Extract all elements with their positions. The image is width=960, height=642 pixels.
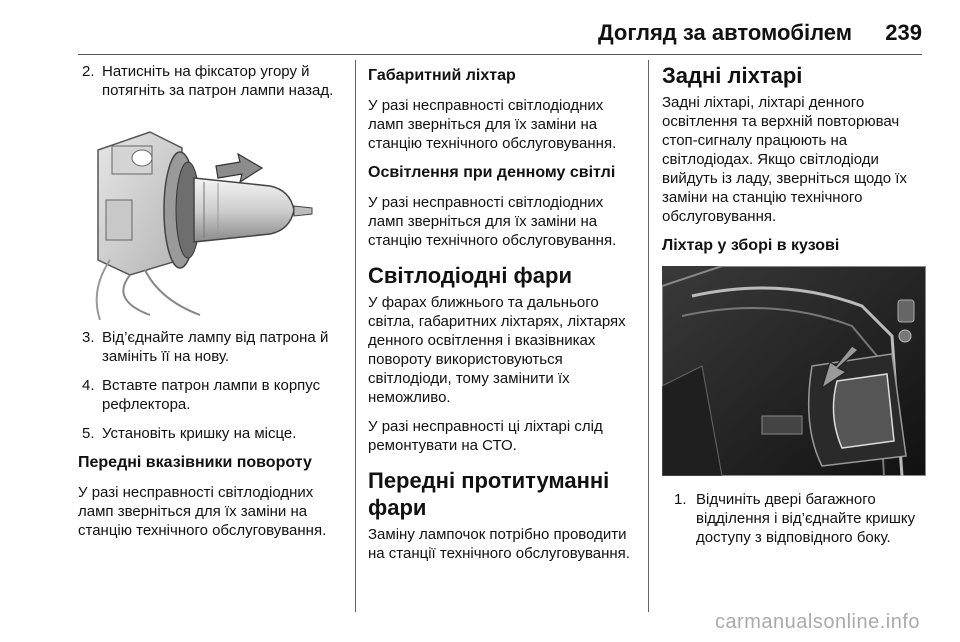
step-4 bbox=[78, 376, 350, 414]
drl-heading: Освітлення при денному світлі bbox=[368, 164, 616, 181]
fog-lights-text: Заміну лампочок потрібно проводити на станції технічного обслуговування. bbox=[368, 526, 630, 562]
body-lamp-heading: Ліхтар у зборі в кузові bbox=[662, 237, 840, 254]
rear-lights-heading: Задні ліхтарі bbox=[662, 63, 803, 88]
step-5-number: 5. bbox=[82, 425, 95, 442]
column-3 bbox=[662, 62, 934, 557]
front-indicators-heading: Передні вказівники повороту bbox=[78, 454, 312, 471]
watermark: carmanualsonline.info bbox=[714, 611, 920, 633]
led-headlights-heading: Світлодіодні фари bbox=[368, 263, 572, 288]
step-1-text: Відчиніть двері багажного відділення і від’єднайте кришку доступу з відповідного боку. bbox=[696, 491, 916, 546]
bulb-holder-drawing bbox=[90, 110, 330, 320]
trunk-access-illustration bbox=[662, 266, 926, 476]
led-headlights-text: У фарах ближнього та дальнього світла, габаритних ліхтарях, ліхтарях денного освітлення і вказівниках повороту використовуються світлодіоди, тому замінити їх неможливо. bbox=[368, 294, 626, 406]
led-repair-text: У разі несправності ці ліхтарі слід ремонтувати на СТО. bbox=[368, 418, 603, 454]
step-4-text: Вставте патрон лампи в корпус рефлектора. bbox=[102, 377, 321, 413]
page-header bbox=[0, 0, 960, 56]
trunk-drawing bbox=[662, 266, 926, 476]
step-3-text: Від’єднайте лампу від патрона й замініть її на нову. bbox=[102, 329, 329, 365]
column-2 bbox=[368, 62, 634, 573]
step-5-text: Установіть кришку на місце. bbox=[102, 425, 297, 442]
page-title: Догляд за автомобілем bbox=[597, 20, 852, 45]
step-5 bbox=[78, 424, 350, 443]
column-divider-1 bbox=[355, 60, 356, 612]
rear-lights-text: Задні ліхтарі, ліхтарі денного освітлення та верхній повторювач стоп-сигналу працюють на світлодіодах. Якщо світлодіоди вийдуть із ладу, зверніться щодо їх заміни на станцію технічного обслуговування. bbox=[662, 94, 907, 225]
column-divider-2 bbox=[648, 60, 649, 612]
page-number: 239 bbox=[885, 20, 922, 45]
step-2-text: Натисніть на фіксатор угору й потягніть за патрон лампи назад. bbox=[102, 63, 334, 99]
fog-lights-heading: Передні протитуманні фари bbox=[368, 468, 610, 520]
drl-text: У разі несправності світлодіодних ламп зверніться для їх заміни на станцію технічного обслуговування. bbox=[368, 194, 617, 249]
step-4-number: 4. bbox=[82, 377, 95, 394]
step-1-number: 1. bbox=[674, 491, 687, 508]
front-indicators-text: У разі несправності світлодіодних ламп зверніться для їх заміни на станцію технічного обслуговування. bbox=[78, 484, 327, 539]
step-2-number: 2. bbox=[82, 63, 95, 80]
sidelight-heading: Габаритний ліхтар bbox=[368, 67, 516, 84]
bulb-holder-illustration bbox=[90, 110, 330, 320]
sidelight-text: У разі несправності світлодіодних ламп зверніться для їх заміни на станцію технічного обслуговування. bbox=[368, 97, 617, 152]
step-2 bbox=[78, 62, 350, 100]
step-1 bbox=[670, 490, 934, 547]
step-3 bbox=[78, 328, 350, 366]
step-3-number: 3. bbox=[82, 329, 95, 346]
column-1 bbox=[78, 62, 350, 550]
header-divider bbox=[78, 54, 922, 55]
